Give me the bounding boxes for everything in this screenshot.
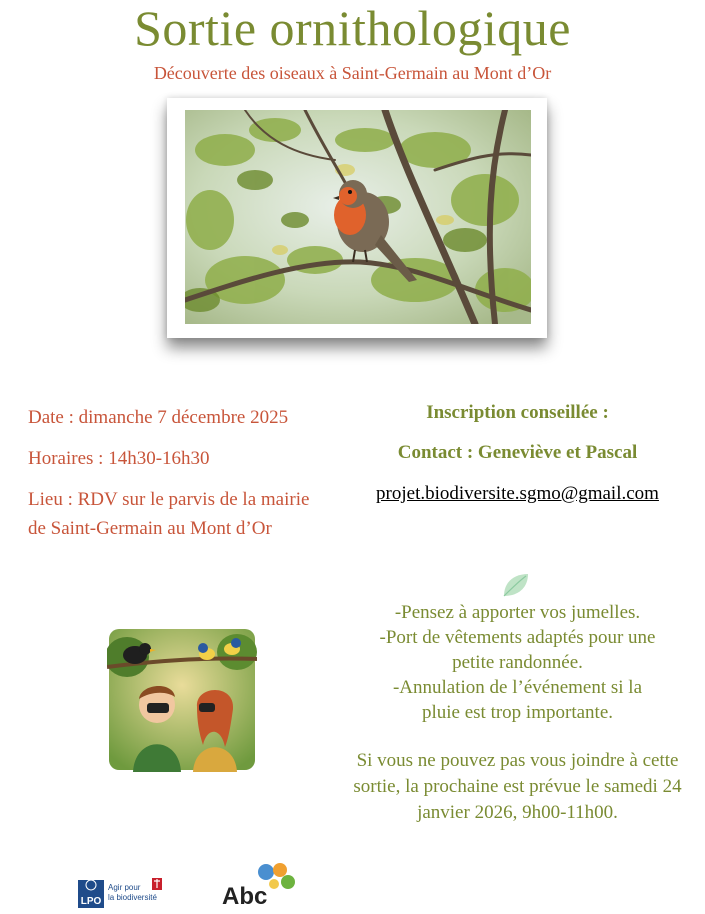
robin-photo-frame [167,98,547,338]
page-subtitle: Découverte des oiseaux à Saint-Germain au Mont d’Or [153,63,552,83]
lpo-logo [78,876,168,910]
tip-item: -Pensez à apporter vos jumelles. [394,602,641,623]
event-hours: Horaires : 14h30-16h30 [28,448,210,469]
tip-item: -Port de vêtements adaptés pour une petite randonnée. [379,627,656,673]
tip-item: -Annulation de l’événement si la pluie est trop importante. [392,677,643,723]
children-birdwatching-illustration [107,627,257,772]
leaf-icon [500,570,532,600]
robin-photo [185,110,531,324]
abc-logo [222,860,302,908]
next-outing-note: Si vous ne pouvez pas vous joindre à cette sortie, la prochaine est prévue le samedi 24 janvier 2026, 9h00-11h00. [353,750,682,823]
lpo-tagline-line1: Agir pour [108,883,141,892]
page-title: Sortie ornithologique [134,0,571,56]
tips-list [345,600,690,725]
contact-names: Contact : Geneviève et Pascal [397,442,638,463]
abc-logo-text: Abc [222,883,268,908]
lpo-logo-text: LPO [80,896,102,907]
lpo-tagline-line2: la biodiversité [108,893,157,902]
event-location: Lieu : RDV sur le parvis de la mairie de Saint-Germain au Mont d’Or [28,489,310,539]
contact-email-link[interactable]: projet.biodiversite.sgmo@gmail.com [376,483,659,504]
event-date: Date : dimanche 7 décembre 2025 [28,407,289,428]
registration-heading: Inscription conseillée : [426,402,609,423]
